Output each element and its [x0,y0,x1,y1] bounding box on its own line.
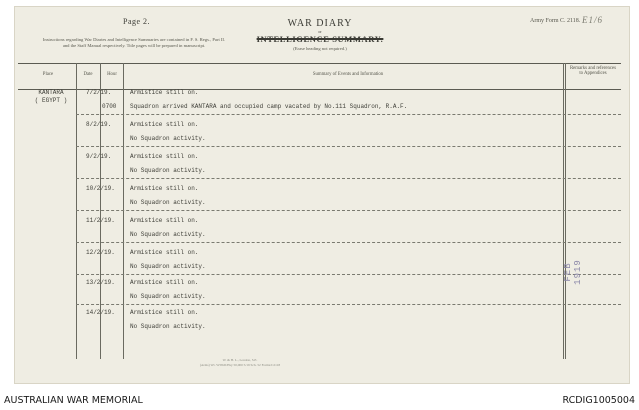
column-header-summary: Summary of Events and Information [312,72,384,77]
entry-text: Armistice still on. [130,153,199,160]
diary-entry [18,83,621,115]
entry-text: No Squadron activity. [130,263,206,270]
diary-entry [18,243,621,275]
entry-date: 11/2/19. [86,217,115,224]
form-number: Army Form C. 2118. [530,18,581,24]
entry-date: 12/2/19. [86,249,115,256]
diary-table [18,63,621,359]
entry-text: No Squadron activity. [130,231,206,238]
diary-entry [18,115,621,147]
entry-date: 10/2/19. [86,185,115,192]
archive-stamp: E1/6 [582,15,603,25]
entry-date: 13/2/19. [86,279,115,286]
entry-text: No Squadron activity. [130,323,206,330]
entry-date: 9/2/19. [86,153,112,160]
entry-text: Armistice still on. [130,279,199,286]
diary-entry [18,147,621,179]
entry-text: Armistice still on. [130,217,199,224]
entry-text: Armistice still on. [130,121,199,128]
entry-text: Armistice still on. [130,89,199,96]
imprint-line: (Arms) Wt. W5845/Hsy 50,000 5/19 Sch. 52 Forms/C2118 [199,363,281,367]
entry-date: 14/2/19. [86,309,115,316]
entry-text: No Squadron activity. [130,135,206,142]
entry-text: Squadron arrived KANTARA and occupied camp vacated by No.111 Squadron, R.A.F. [130,103,408,110]
entry-text: No Squadron activity. [130,293,206,300]
page-label: Page 2. [123,17,151,26]
entry-text: No Squadron activity. [130,199,206,206]
archive-name: AUSTRALIAN WAR MEMORIAL [4,395,143,406]
imprint-line: W. & H. L., London, S.E. [222,358,258,362]
entry-text: Armistice still on. [130,185,199,192]
entry-text: No Squadron activity. [130,167,206,174]
column-header-place: Place [42,72,54,77]
title-block [245,18,395,51]
table-top-rule [18,63,621,64]
entry-text: Armistice still on. [130,309,199,316]
printer-imprint [140,358,340,368]
place-region: ( EGYPT ) [34,96,68,104]
diary-entry [18,211,621,243]
archive-footer [0,392,639,410]
page-title: WAR DIARY [287,18,353,29]
diary-entry [18,303,621,335]
struck-heading: INTELLIGENCE SUMMARY. [256,34,384,44]
title-note: (Erase heading not required.) [293,46,347,51]
diary-entry [18,273,621,305]
column-header-hour: Hour [107,72,117,77]
entry-hour: 0700 [102,103,117,110]
column-header-date: Date [83,72,93,77]
received-date-stamp: FEB 1919 [563,259,583,285]
place-name: KANTARA [38,89,64,96]
title-or: or [318,29,322,34]
entry-date: 8/2/19. [86,121,112,128]
archive-reference: RCDIG1005004 [562,395,635,406]
instructions-text: Instructions regarding War Diaries and Intelligence Summaries are contained in F. S. Regs., Part II. and the Staff Manual respectively. Title pages will be prepared in manuscript. [42,37,226,48]
diary-entry [18,179,621,211]
column-header-remarks: Remarks and references to Appendices [569,66,617,77]
entry-text: Armistice still on. [130,249,199,256]
entry-date: 7/2/19. [86,89,112,96]
